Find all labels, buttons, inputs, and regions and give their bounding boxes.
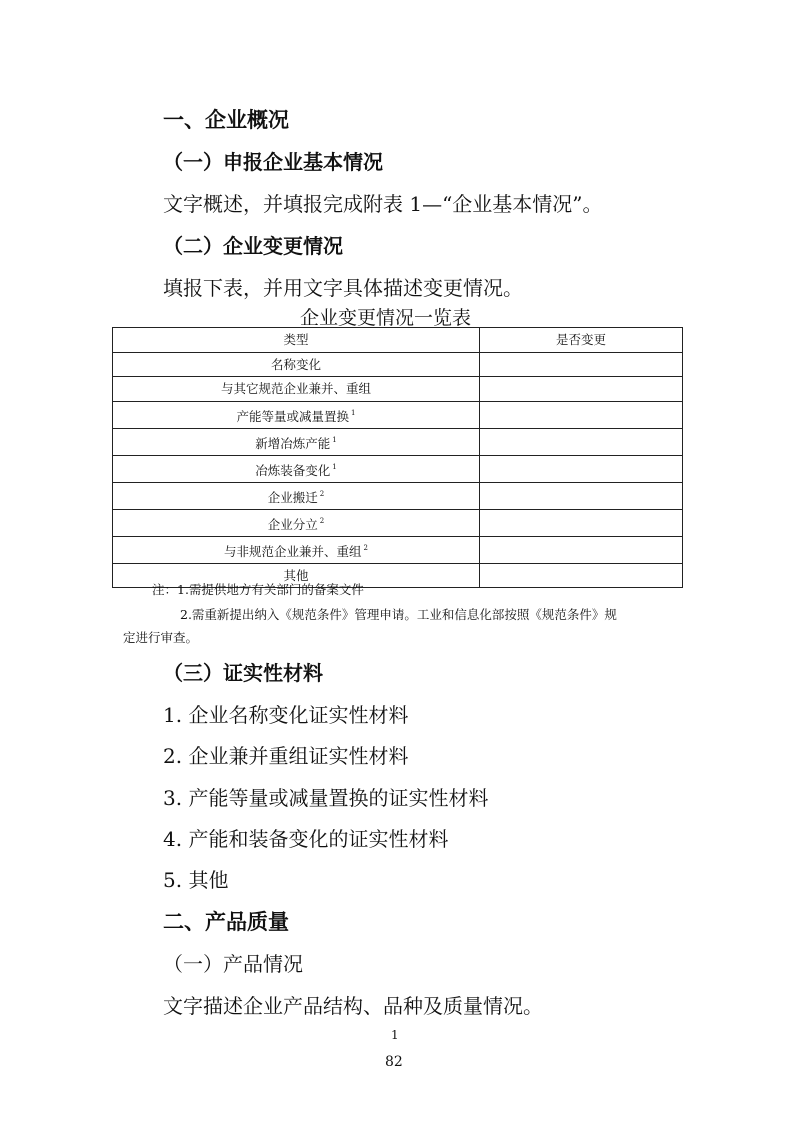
changed-value-cell bbox=[480, 401, 683, 428]
change-type-label: 名称变化 bbox=[270, 356, 321, 372]
change-type-cell bbox=[113, 536, 480, 563]
evidence-item-5: 5. 其他 bbox=[163, 868, 229, 892]
footnote-marker: 2 bbox=[319, 516, 325, 525]
change-type-cell bbox=[113, 401, 480, 428]
outer-page-number: 82 bbox=[385, 1054, 403, 1070]
changed-value-cell bbox=[480, 509, 683, 536]
table-row bbox=[113, 352, 683, 377]
footnote-marker: 1 bbox=[351, 408, 356, 417]
changed-value-cell bbox=[480, 536, 683, 563]
table-row bbox=[113, 401, 683, 428]
change-type-label: 企业搬迁 bbox=[267, 489, 318, 505]
change-type-cell bbox=[113, 428, 480, 455]
evidence-item-4: 4. 产能和装备变化的证实性材料 bbox=[163, 827, 449, 851]
table-row bbox=[113, 455, 683, 482]
table-row bbox=[113, 377, 683, 402]
footnote-marker: 2 bbox=[319, 489, 325, 498]
change-type-label: 新增冶炼产能 bbox=[255, 435, 331, 451]
changed-value-cell bbox=[480, 482, 683, 509]
column-header-changed: 是否变更 bbox=[480, 328, 683, 353]
subsection-products-heading: （一）产品情况 bbox=[163, 952, 303, 976]
change-table bbox=[112, 327, 683, 588]
table-header-row bbox=[113, 328, 683, 353]
change-type-label: 冶炼装备变化 bbox=[255, 462, 331, 478]
changes-text: 填报下表，并用文字具体描述变更情况。 bbox=[163, 276, 523, 300]
changed-value-cell bbox=[480, 428, 683, 455]
changed-value-cell bbox=[480, 455, 683, 482]
subsection-changes-heading: （二）企业变更情况 bbox=[163, 234, 343, 258]
inner-page-number: 1 bbox=[391, 1028, 399, 1042]
changed-value-cell bbox=[480, 563, 683, 588]
change-type-cell bbox=[113, 377, 480, 402]
note-2-line-1: 2.需重新提出纳入《规范条件》管理申请。工业和信息化部按照《规范条件》规 bbox=[180, 607, 617, 622]
evidence-item-3: 3. 产能等量或减量置换的证实性材料 bbox=[163, 786, 489, 810]
change-type-label: 企业分立 bbox=[267, 516, 318, 532]
basic-info-text: 文字概述，并填报完成附表 1—“企业基本情况”。 bbox=[163, 192, 603, 216]
change-type-cell bbox=[113, 509, 480, 536]
change-type-label: 产能等量或减量置换 bbox=[236, 408, 350, 424]
changed-value-cell bbox=[480, 377, 683, 402]
table-row bbox=[113, 536, 683, 563]
change-type-label: 与非规范企业兼并、重组 bbox=[224, 543, 362, 559]
subsection-evidence-heading: （三）证实性材料 bbox=[163, 661, 323, 685]
table-caption: 企业变更情况一览表 bbox=[300, 307, 472, 329]
subsection-basic-info-heading: （一）申报企业基本情况 bbox=[163, 150, 383, 174]
footnote-marker: 1 bbox=[332, 462, 337, 471]
note-1: 注：1.需提供地方有关部门的备案文件 bbox=[152, 582, 364, 597]
table-row bbox=[113, 428, 683, 455]
change-type-label: 其他 bbox=[283, 568, 309, 584]
column-header-type: 类型 bbox=[113, 328, 480, 353]
change-type-cell bbox=[113, 352, 480, 377]
footnote-marker: 2 bbox=[363, 543, 368, 552]
evidence-item-2: 2. 企业兼并重组证实性材料 bbox=[163, 744, 409, 768]
products-text: 文字描述企业产品结构、品种及质量情况。 bbox=[163, 994, 543, 1018]
change-type-label: 与其它规范企业兼并、重组 bbox=[220, 381, 371, 397]
section-1-heading: 一、企业概况 bbox=[163, 108, 289, 132]
footnote-marker: 1 bbox=[332, 435, 337, 444]
table-row bbox=[113, 482, 683, 509]
section-2-heading: 二、产品质量 bbox=[163, 910, 289, 934]
change-type-cell bbox=[113, 455, 480, 482]
table-row bbox=[113, 509, 683, 536]
change-type-cell bbox=[113, 482, 480, 509]
evidence-item-1: 1. 企业名称变化证实性材料 bbox=[163, 703, 409, 727]
changed-value-cell bbox=[480, 352, 683, 377]
note-2-line-2: 定进行审查。 bbox=[123, 630, 199, 645]
